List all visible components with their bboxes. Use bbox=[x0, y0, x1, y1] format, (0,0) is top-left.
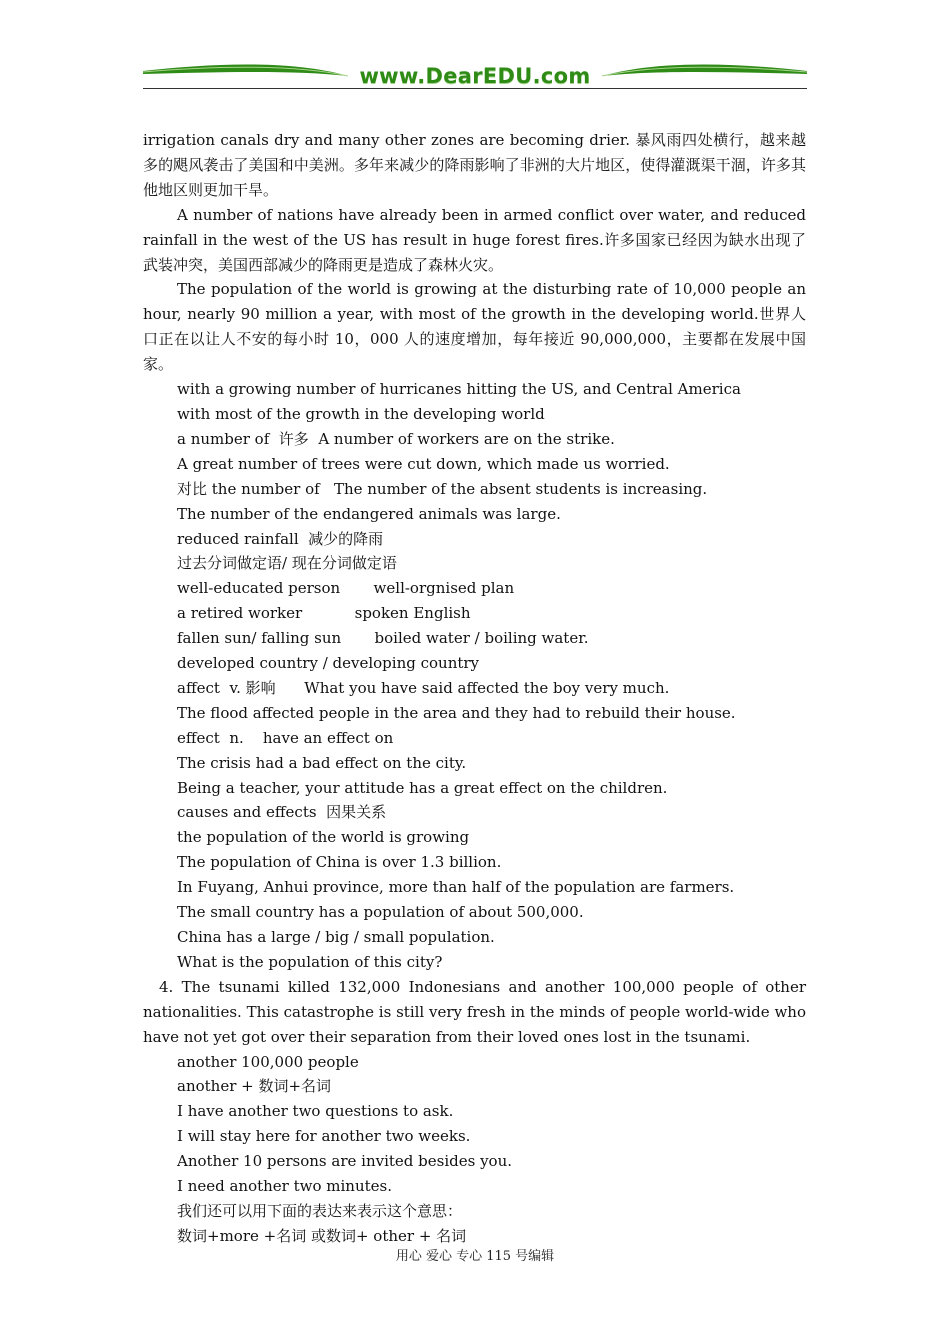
note-line: with a growing number of hurricanes hitting the US, and Central America bbox=[177, 380, 741, 399]
note-line: Being a teacher, your attitude has a great effect on the children. bbox=[177, 778, 668, 797]
note-line: the population of the world is growing bbox=[177, 828, 470, 847]
note-line: another + 数词+名词 bbox=[177, 1077, 332, 1096]
note-line: The flood affected people in the area and they had to rebuild their house. bbox=[177, 703, 736, 722]
note-line: 数词+more +名词 或数词+ other + 名词 bbox=[177, 1226, 467, 1245]
note-line: The population of China is over 1.3 billion. bbox=[177, 853, 502, 872]
note-line: well-educated person well-orgnised plan bbox=[177, 579, 515, 598]
document-body bbox=[143, 128, 806, 1249]
note-line: 过去分词做定语/ 现在分词做定语 bbox=[177, 554, 397, 573]
note-line: Another 10 persons are invited besides you. bbox=[177, 1152, 513, 1171]
header-divider bbox=[143, 88, 807, 89]
note-line: fallen sun/ falling sun boiled water / boiling water. bbox=[177, 629, 589, 648]
paragraph-tsunami: 4. The tsunami killed 132,000 Indonesians and another 100,000 people of other nationalities. This catastrophe is still very fresh in the minds of people world-wide who have not yet got over their separation from their loved ones lost in the tsunami. bbox=[143, 977, 806, 1046]
note-line: 对比 the number of The number of the absent students is increasing. bbox=[177, 479, 708, 498]
page-header bbox=[143, 62, 807, 92]
page-footer: 用心 爱心 专心 115 号编辑 bbox=[395, 1249, 555, 1264]
note-line: reduced rainfall 减少的降雨 bbox=[177, 529, 384, 548]
note-line: a retired worker spoken English bbox=[177, 604, 471, 623]
note-line: I will stay here for another two weeks. bbox=[177, 1127, 471, 1146]
paragraph-population: The population of the world is growing at the disturbing rate of 10,000 people an hour, nearly 90 million a year, with most of the growth in the developing world.世界人口正在以让人不安的每小时 10，000 人的速度增加，每年接近 90,000,000，主要都在发展中国家。 bbox=[143, 280, 806, 374]
note-line: What is the population of this city? bbox=[177, 952, 443, 971]
note-line: A great number of trees were cut down, which made us worried. bbox=[177, 454, 670, 473]
note-line: with most of the growth in the developing world bbox=[177, 404, 545, 423]
note-line: The number of the endangered animals was large. bbox=[177, 504, 561, 523]
note-line: effect n. have an effect on bbox=[177, 728, 394, 747]
note-line: developed country / developing country bbox=[177, 654, 480, 673]
paragraph-armed-conflict: A number of nations have already been in armed conflict over water, and reduced rainfall in the west of the US has result in huge forest fires.许多国家已经因为缺水出现了武装冲突，美国西部减少的降雨更是造成了森林火灾。 bbox=[143, 205, 806, 274]
note-line: China has a large / big / small population. bbox=[177, 928, 495, 946]
note-line: a number of 许多 A number of workers are on the strike. bbox=[177, 429, 615, 448]
site-title: www.DearEDU.com bbox=[359, 64, 591, 88]
note-line: The small country has a population of about 500,000. bbox=[177, 903, 584, 922]
note-line: In Fuyang, Anhui province, more than half of the population are farmers. bbox=[177, 878, 735, 897]
note-line: another 100,000 people bbox=[177, 1052, 359, 1071]
note-line: The crisis had a bad effect on the city. bbox=[177, 753, 467, 772]
note-line: causes and effects 因果关系 bbox=[177, 803, 387, 822]
note-line: I need another two minutes. bbox=[177, 1177, 392, 1196]
paragraph-continuation: irrigation canals dry and many other zones are becoming drier. 暴风雨四处横行，越来越多的飓风袭击了美国和中美洲。多年来减少的降雨影响了非洲的大片地区，使得灌溉渠干涸，许多其他地区则更加干旱。 bbox=[143, 131, 806, 199]
note-line: I have another two questions to ask. bbox=[177, 1102, 454, 1121]
note-line: affect v. 影响 What you have said affected the boy very much. bbox=[177, 678, 670, 697]
note-line: 我们还可以用下面的表达来表示这个意思： bbox=[177, 1201, 463, 1220]
